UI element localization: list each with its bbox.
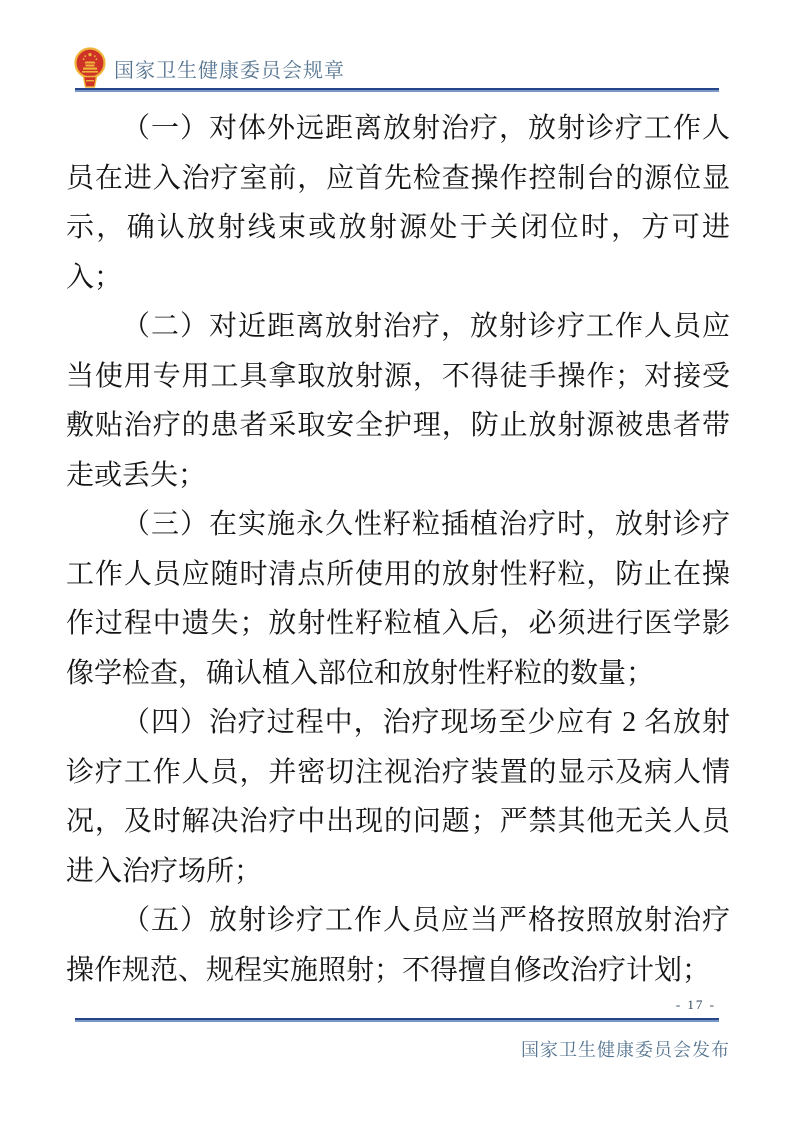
document-body: [66, 104, 730, 995]
china-national-emblem-icon: [74, 47, 106, 89]
body-paragraph-2: （二）对近距离放射治疗，放射诊疗工作人员应当使用专用工具拿取放射源，不得徒手操作；对接受敷贴治疗的患者采取安全护理，防止放射源被患者带走或丢失；: [66, 311, 730, 491]
body-paragraph-4: （四）治疗过程中，治疗现场至少应有 2 名放射诊疗工作人员，并密切注视治疗装置的显示及病人情况，及时解决治疗中出现的问题；严禁其他无关人员进入治疗场所；: [66, 707, 730, 887]
body-paragraph-3: （三）在实施永久性籽粒插植治疗时，放射诊疗工作人员应随时清点所使用的放射性籽粒，防止在操作过程中遗失；放射性籽粒植入后，必须进行医学影像学检查，确认植入部位和放射性籽粒的数量；: [66, 509, 730, 689]
header-divider: [75, 88, 719, 92]
footer-divider: [75, 1018, 719, 1022]
page-number: - 17 -: [675, 997, 716, 1012]
body-paragraph-5: （五）放射诊疗工作人员应当严格按照放射治疗操作规范、规程实施照射；不得擅自修改治疗计划；: [66, 905, 730, 986]
header-title: 国家卫生健康委员会规章: [114, 59, 345, 82]
publisher-label: 国家卫生健康委员会发布: [521, 1040, 730, 1060]
document-header: [74, 47, 729, 89]
body-paragraph-1: （一）对体外远距离放射治疗，放射诊疗工作人员在进入治疗室前，应首先检查操作控制台的源位显示，确认放射线束或放射源处于关闭位时，方可进入；: [66, 113, 730, 293]
